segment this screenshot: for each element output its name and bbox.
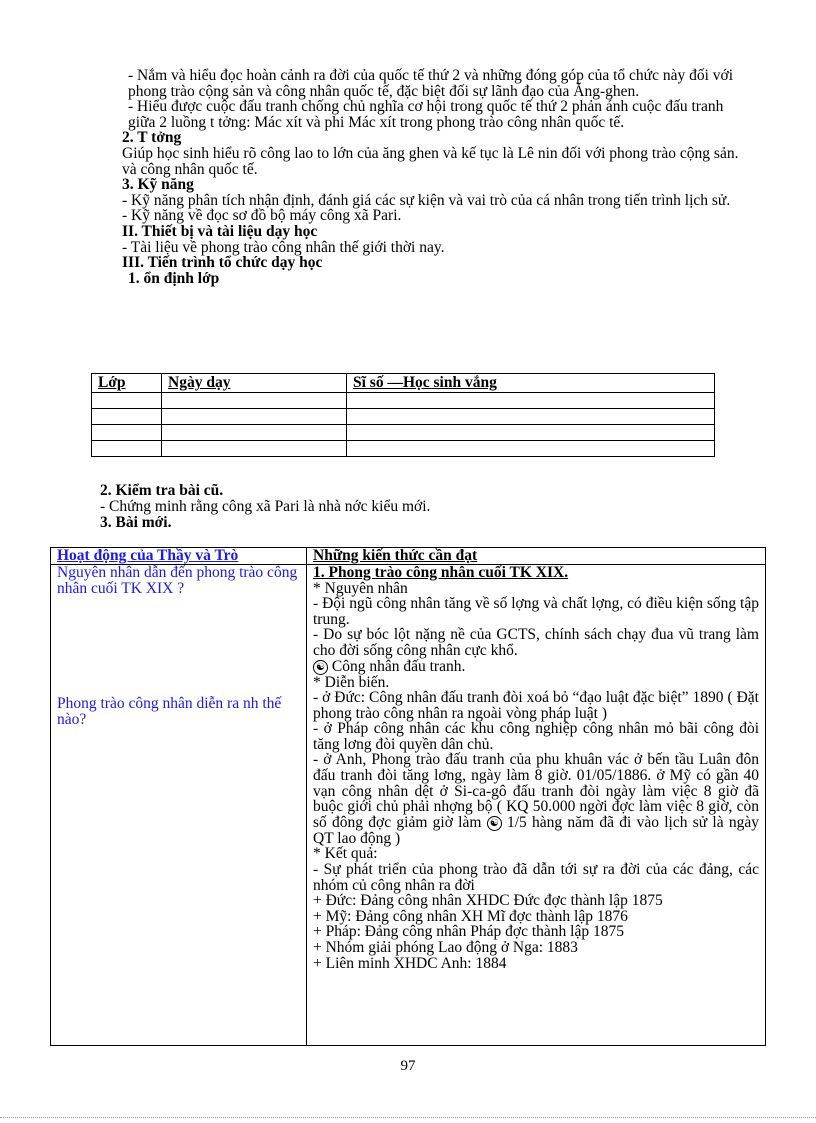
table-cell <box>92 441 162 457</box>
knowledge-line: + Đức: Đảng công nhân XHDC Đức đợc thành lập 1875 <box>313 892 663 910</box>
review-section <box>100 483 740 531</box>
knowledge-line: * Kết quả: <box>313 845 378 863</box>
table-row <box>51 548 766 565</box>
table-cell <box>162 425 347 441</box>
knowledge-line <box>313 752 759 846</box>
knowledge-line: * Diễn biến. <box>313 673 390 691</box>
knowledge-text: 1/5 hàng năm đã đi vào lịch sử là ngày QT lao động ) <box>313 813 759 847</box>
table-row <box>92 441 715 457</box>
table-row <box>92 409 715 425</box>
page-bottom-divider <box>0 1117 816 1118</box>
knowledge-line: + Pháp: Đảng công nhân Pháp đợc thành lập 1875 <box>313 923 624 941</box>
table-cell <box>347 441 715 457</box>
thought-text: Giúp học sinh hiểu rõ công lao to lớn của ăng ghen và kế tục là Lê nin đối với phong trào cộng sản. và công nhân quốc tế. <box>122 144 739 178</box>
skills-text-1: - Kỹ năng phân tích nhận định, đánh giá các sự kiện và vai trò của cá nhân trong tiến trình lịch sử. <box>122 191 731 209</box>
knowledge-line <box>313 659 759 675</box>
question-causes: Nguyên nhân dẫn đến phong trào công nhân cuối TK XIX ? <box>57 564 298 597</box>
knowledge-line: - ở Pháp công nhân các khu công nghiệp công nhân mỏ bãi công đòi tăng lơng đòi quyền dân chủ. <box>313 720 759 753</box>
knowledge-cell <box>307 565 766 1046</box>
table-cell <box>92 409 162 425</box>
lesson-table <box>50 547 766 1046</box>
knowledge-line: * Nguyên nhân <box>313 579 408 597</box>
objective-line-2: - Hiểu được cuộc đấu tranh chống chủ nghĩa cơ hội trong quốc tế thứ 2 phản ánh cuộc đấu tranh giữa 2 luồng t tởng: Mác xít và phi Mác xít trong phong trào công nhân quốc tế. <box>128 98 724 131</box>
table-cell <box>92 425 162 441</box>
knowledge-line: - Do sự bóc lột nặng nề của GCTS, chính sách chạy đua vũ trang làm cho đời sống công nhân cực khổ. <box>313 626 759 659</box>
col-attendance: Sĩ số —Học sinh vắng <box>347 374 715 393</box>
review-question: - Chứng minh rằng công xã Pari là nhà nớc kiểu mới. <box>100 498 431 515</box>
yin-yang-icon: ☯ <box>313 660 328 675</box>
knowledge-line: + Liên minh XHDC Anh: 1884 <box>313 954 507 972</box>
knowledge-line: - ở Đức: Công nhân đấu tranh đòi xoá bỏ “đạo luật đặc biệt” 1890 ( Đặt phong trào công nhân ra ngoài vòng pháp luật ) <box>313 689 759 722</box>
table-cell <box>347 425 715 441</box>
header-knowledge: Những kiến thức cần đạt <box>307 548 766 565</box>
heading-equipment: II. Thiết bị và tài liệu dạy học <box>122 222 318 240</box>
objectives-section <box>122 68 742 286</box>
skills-text-2: - Kỹ năng về đọc sơ đồ bộ máy công xã Pari. <box>122 207 402 225</box>
table-row <box>92 393 715 409</box>
yin-yang-icon: ☯ <box>487 816 502 831</box>
table-row <box>92 374 715 393</box>
table-cell <box>347 393 715 409</box>
table-cell <box>347 409 715 425</box>
heading-thought: 2. T tởng <box>122 129 182 147</box>
heading-skills: 3. Kỹ năng <box>122 176 194 194</box>
heading-new-lesson: 3. Bài mới. <box>100 514 172 531</box>
heading-process: III. Tiến trình tổ chức dạy học <box>122 254 323 272</box>
knowledge-text: Công nhân đấu tranh. <box>331 657 466 675</box>
knowledge-line: + Nhóm giải phóng Lao động ở Nga: 1883 <box>313 938 578 956</box>
knowledge-line: + Mỹ: Đảng công nhân XH Mĩ đợc thành lập 1876 <box>313 907 628 925</box>
table-cell <box>162 409 347 425</box>
col-date: Ngày dạy <box>162 374 347 393</box>
attendance-table <box>91 373 715 457</box>
heading-review: 2. Kiểm tra bài cũ. <box>100 482 224 499</box>
question-events: Phong trào công nhân diễn ra nh thế nào? <box>57 695 282 728</box>
table-cell <box>92 393 162 409</box>
table-row <box>51 565 766 1046</box>
knowledge-line: - Đội ngũ công nhân tăng về số lợng và chất lợng, có điều kiện sống tập trung. <box>313 595 759 628</box>
header-activities: Hoạt động của Thầy và Trò <box>51 548 307 565</box>
objective-line-1: - Nắm và hiểu đọc hoàn cảnh ra đời của quốc tế thứ 2 và những đóng góp của tổ chức này đối với phong trào cộng sản và công nhân quốc tế, đặc biệt đối sự lãnh đạo của Ăng-ghen. <box>128 67 734 100</box>
knowledge-text: - ở Anh, Phong trào đấu tranh của phu khuân vác ở bến tầu Luân đôn đấu tranh đòi tăng lơng, ngày làm 8 giờ. 01/05/1886. ở Mỹ có gần 40 vạn công nhân dệt ở Si-ca-gô đấu tranh đòi ngày làm việc 8 giờ đã buộc giới chủ phải nhợng bộ ( KQ 50.000 ngời đợc làm việc 8 giờ, còn số đông đợc giảm giờ làm <box>313 751 759 831</box>
table-cell <box>162 441 347 457</box>
heading-class-stabilize: 1. ổn định lớp <box>128 269 220 287</box>
table-cell <box>162 393 347 409</box>
col-class: Lớp <box>92 374 162 393</box>
table-row <box>92 425 715 441</box>
activities-cell <box>51 565 307 1046</box>
equipment-text: - Tài liệu về phong trào công nhân thế giới thời nay. <box>122 238 445 256</box>
knowledge-line: - Sự phát triển của phong trào đã dẫn tới sự ra đời của các đảng, các nhóm củ công nhân ra đời <box>313 860 759 894</box>
section-title: 1. Phong trào công nhân cuối TK XIX. <box>313 564 569 581</box>
page-number: 97 <box>400 1058 416 1074</box>
